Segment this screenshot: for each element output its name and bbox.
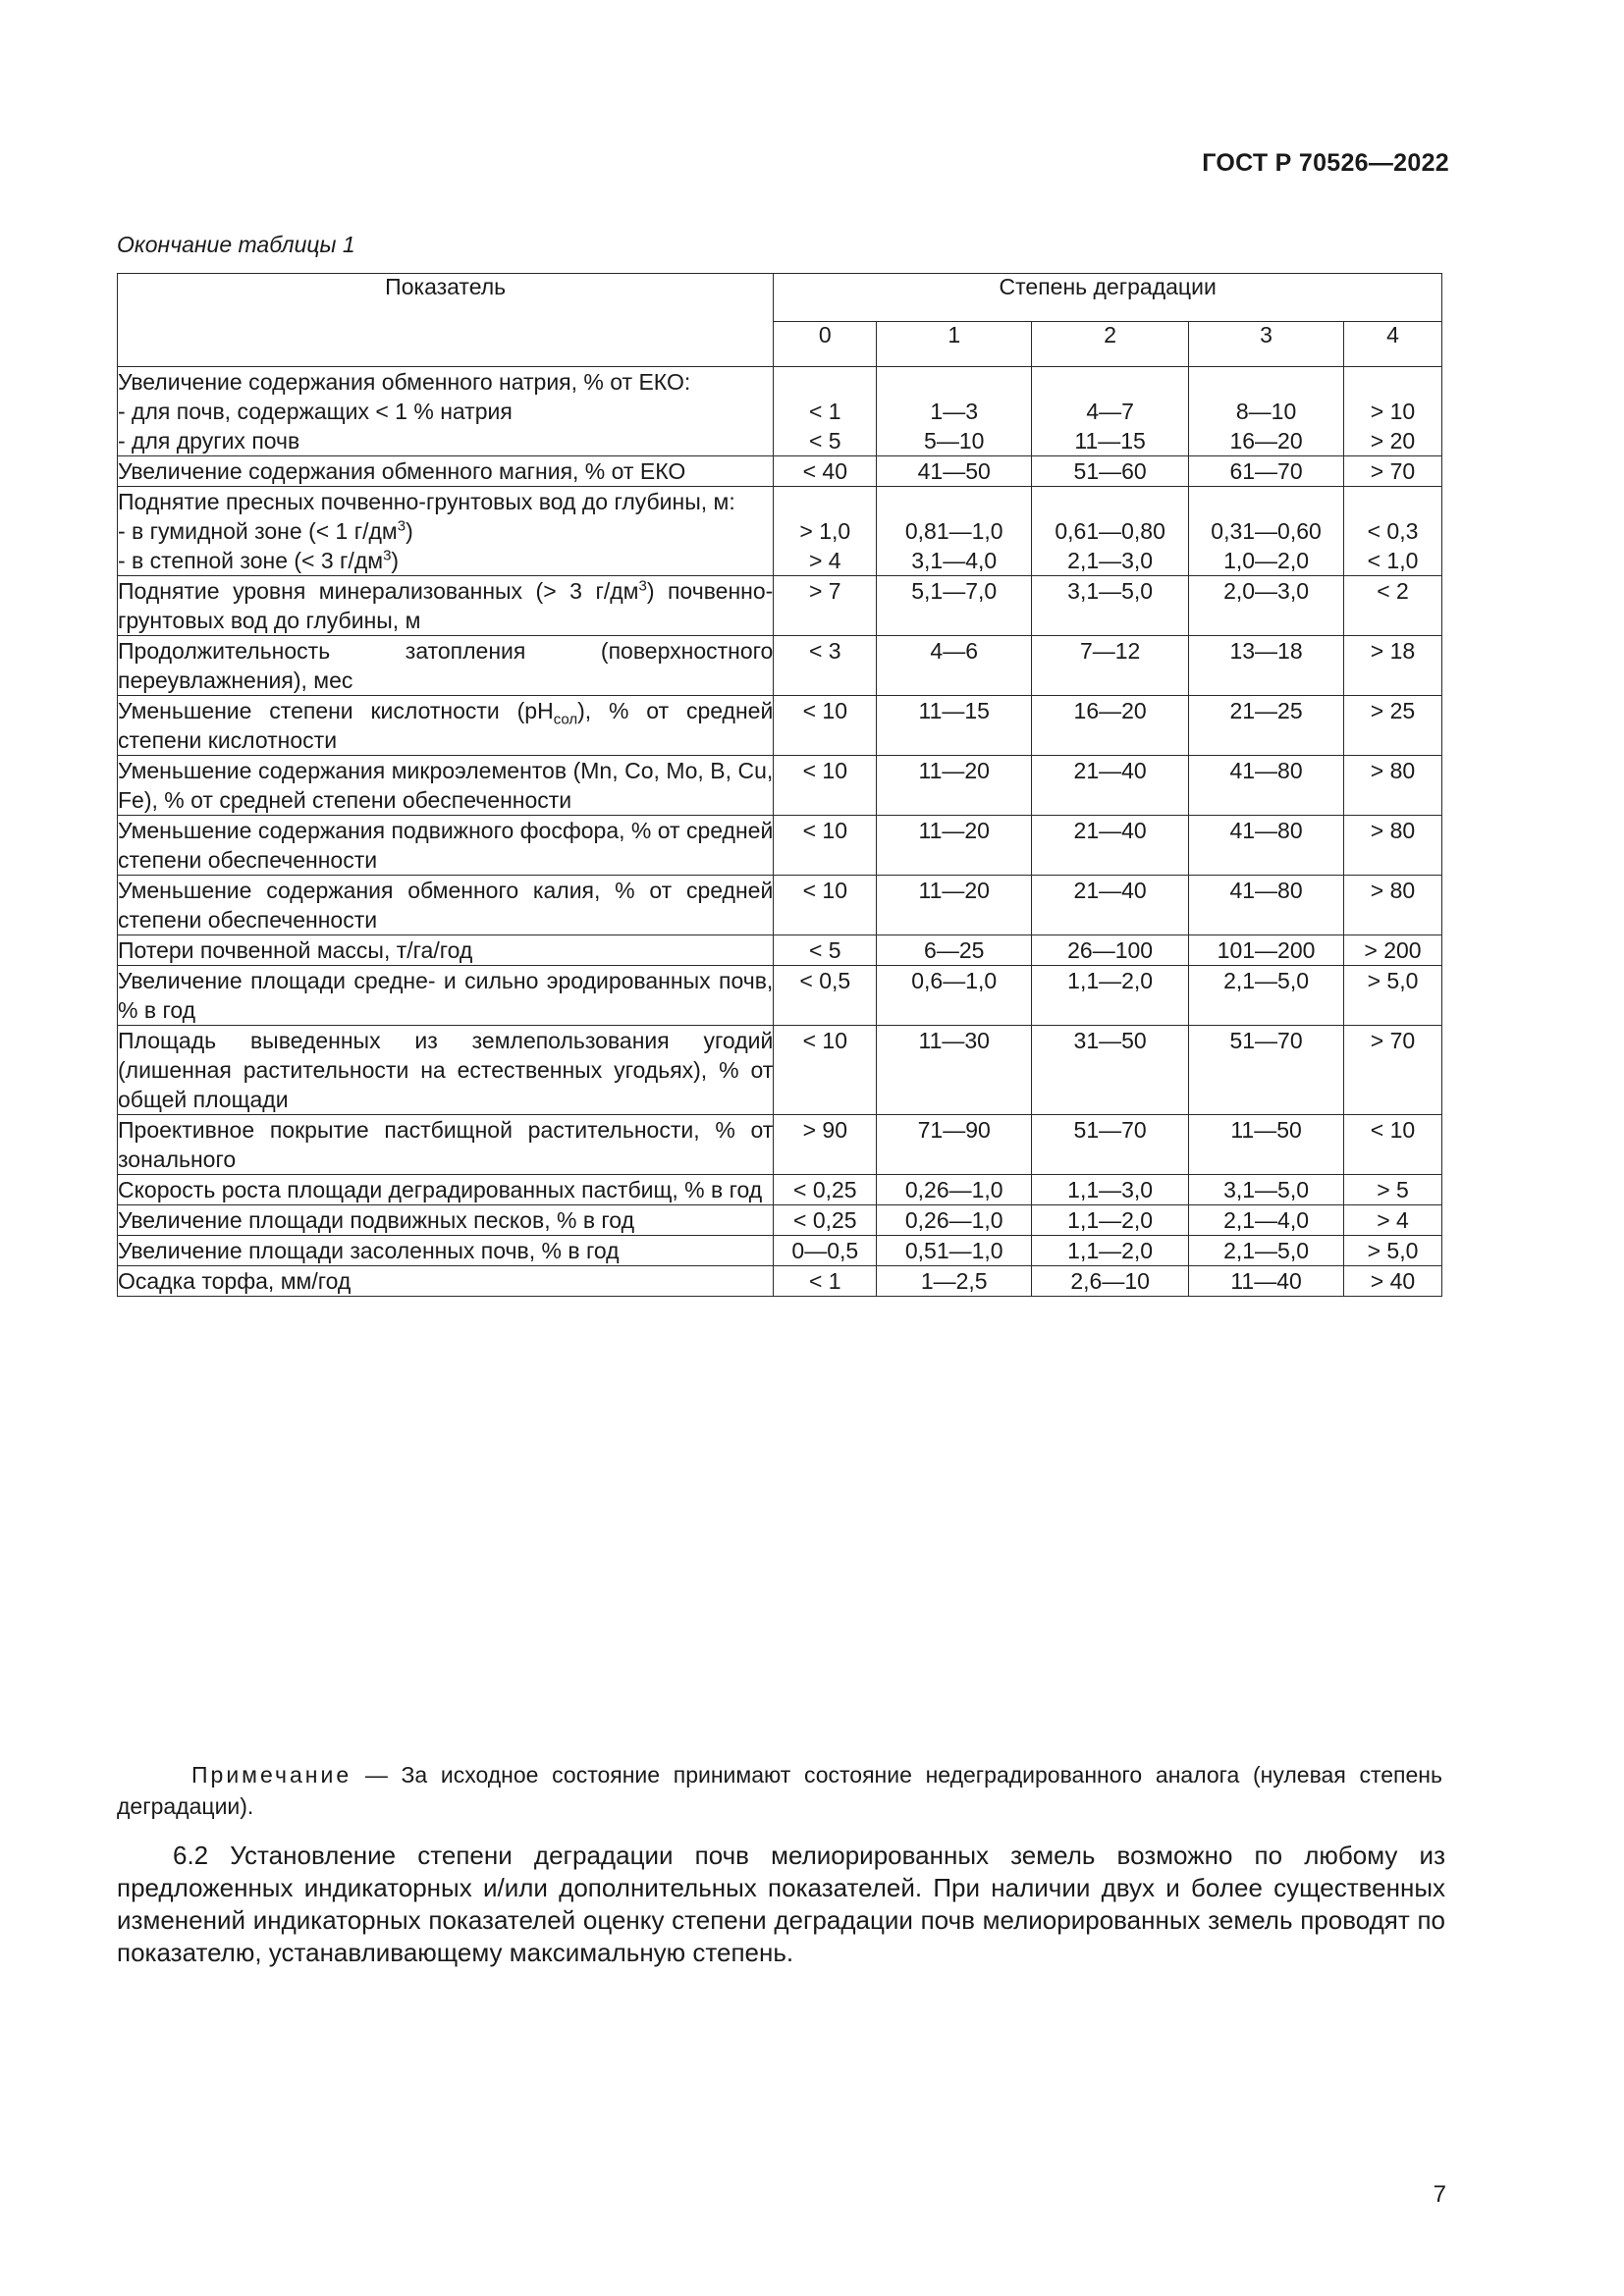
value-text: > 70 (1370, 1028, 1416, 1053)
indicator-cell (118, 1026, 774, 1115)
degree-2-cell (1032, 1236, 1189, 1266)
degree-4-cell (1344, 1236, 1442, 1266)
indicator-text: Увеличение площади подвижных песков, % в год (118, 1207, 635, 1233)
value-text (1344, 487, 1441, 516)
value-text: 21—40 (1073, 818, 1147, 843)
value-text: 4—7 (1086, 399, 1134, 424)
degree-1-cell (877, 935, 1032, 966)
degree-4-cell (1344, 1026, 1442, 1115)
degree-4-cell (1344, 636, 1442, 696)
degree-0-cell (774, 816, 877, 876)
value-text: < 5 (808, 937, 841, 963)
value-text: 5—10 (924, 428, 985, 454)
degree-3-cell (1189, 1026, 1344, 1115)
table-row (118, 696, 1442, 756)
degree-3-cell (1189, 367, 1344, 456)
degree-4-cell (1344, 816, 1442, 876)
degree-4-cell (1344, 876, 1442, 935)
value-text: 21—40 (1073, 758, 1147, 783)
table-row (118, 935, 1442, 966)
value-text: 101—200 (1217, 937, 1316, 963)
value-text: > 5 (1377, 1177, 1409, 1202)
degree-0-cell (774, 1266, 877, 1297)
value-text: > 200 (1364, 937, 1422, 963)
value-text: 1—2,5 (920, 1268, 988, 1294)
indicator-text: Площадь выведенных из землепользования угодий (лишенная растительности на естественных угодьях), % от общей площади (118, 1028, 774, 1112)
value-text: > 80 (1370, 878, 1416, 903)
note-text: — За исходное состояние принимают состояние недеградированного аналога (нулевая степень деградации). (117, 1762, 1442, 1819)
value-text: 11—20 (918, 818, 990, 843)
value-text: 61—70 (1229, 458, 1303, 484)
value-text: 0,6—1,0 (911, 968, 998, 993)
table-row (118, 576, 1442, 636)
degree-0-cell (774, 636, 877, 696)
indicator-cell (118, 816, 774, 876)
value-text: 1—3 (930, 399, 979, 424)
value-text: > 80 (1370, 758, 1416, 783)
value-text: < 0,5 (799, 968, 851, 993)
degree-3-cell (1189, 1236, 1344, 1266)
value-text: < 0,3 (1367, 518, 1419, 544)
degree-4-cell (1344, 756, 1442, 816)
value-text: 26—100 (1067, 937, 1154, 963)
degree-3-cell (1189, 935, 1344, 966)
indicator-cell (118, 456, 774, 487)
value-text: 0,26—1,0 (904, 1207, 1003, 1233)
indicator-text: Осадка торфа, мм/год (118, 1268, 352, 1294)
indicator-cell (118, 1205, 774, 1236)
degree-4-cell (1344, 487, 1442, 576)
value-text: 2,0—3,0 (1223, 578, 1310, 604)
degree-0-cell (774, 756, 877, 816)
degree-3-cell (1189, 1175, 1344, 1205)
value-text: 51—60 (1073, 458, 1147, 484)
degree-0-header: 0 (774, 322, 877, 367)
value-text: > 90 (802, 1117, 847, 1143)
indicator-text: Уменьшение содержания обменного калия, % от средней степени обеспеченности (118, 878, 774, 933)
degree-2-cell (1032, 935, 1189, 966)
value-text (1189, 367, 1343, 397)
value-text: < 10 (802, 698, 847, 723)
indicator-text: Проективное покрытие пастбищной растительности, % от зонального (118, 1117, 774, 1172)
value-text: > 20 (1370, 428, 1416, 454)
value-text: 0,61—0,80 (1055, 518, 1165, 544)
value-text (1032, 367, 1188, 397)
degree-3-cell (1189, 696, 1344, 756)
degree-1-cell (877, 1266, 1032, 1297)
table-row (118, 487, 1442, 576)
degree-2-cell (1032, 1115, 1189, 1175)
table-row (118, 1236, 1442, 1266)
value-text: > 40 (1370, 1268, 1416, 1294)
value-text: 1,0—2,0 (1223, 548, 1310, 573)
degree-4-cell (1344, 456, 1442, 487)
value-text: 11—50 (1230, 1117, 1302, 1143)
value-text: 41—50 (917, 458, 991, 484)
value-text: 11—15 (1074, 428, 1146, 454)
indicator-text: Скорость роста площади деградированных пастбищ, % в год (118, 1177, 763, 1202)
indicator-text: Уменьшение содержания микроэлементов (Mn, Co, Mo, B, Cu, Fe), % от средней степени обеспеченности (118, 758, 774, 813)
table-row (118, 1205, 1442, 1236)
degree-1-cell (877, 1175, 1032, 1205)
degree-3-cell (1189, 456, 1344, 487)
degree-3-header: 3 (1189, 322, 1344, 367)
degree-2-cell (1032, 636, 1189, 696)
degree-3-cell (1189, 1205, 1344, 1236)
degree-1-header: 1 (877, 322, 1032, 367)
degree-4-cell (1344, 1175, 1442, 1205)
degree-2-cell (1032, 367, 1189, 456)
degree-3-cell (1189, 576, 1344, 636)
degree-0-cell (774, 876, 877, 935)
degree-1-cell (877, 696, 1032, 756)
degree-3-cell (1189, 1115, 1344, 1175)
value-text: 31—50 (1073, 1028, 1147, 1053)
value-text: < 5 (808, 428, 841, 454)
degree-2-cell (1032, 1266, 1189, 1297)
degree-2-cell (1032, 456, 1189, 487)
value-text: 0—0,5 (791, 1238, 859, 1263)
value-text: 41—80 (1229, 758, 1303, 783)
value-text: < 0,25 (793, 1207, 857, 1233)
value-text: > 1,0 (799, 518, 851, 544)
table-row (118, 456, 1442, 487)
degree-4-header: 4 (1344, 322, 1442, 367)
value-text: > 5,0 (1367, 1238, 1419, 1263)
value-text: 11—30 (918, 1028, 990, 1053)
degree-0-cell (774, 696, 877, 756)
indicator-text: Поднятие пресных почвенно-грунтовых вод до глубины, м: (118, 489, 735, 514)
degree-2-cell (1032, 876, 1189, 935)
value-text: 41—80 (1229, 818, 1303, 843)
note-label: Примечание (191, 1762, 352, 1788)
value-text (877, 487, 1031, 516)
degree-3-cell (1189, 876, 1344, 935)
table-row (118, 1026, 1442, 1115)
value-text: > 4 (808, 548, 841, 573)
degree-4-cell (1344, 1266, 1442, 1297)
indicator-cell (118, 636, 774, 696)
degree-2-cell (1032, 756, 1189, 816)
degree-2-cell (1032, 696, 1189, 756)
value-text: 11—40 (1230, 1268, 1302, 1294)
degree-0-cell (774, 456, 877, 487)
value-text: 16—20 (1073, 698, 1147, 723)
degree-4-cell (1344, 576, 1442, 636)
table-row (118, 636, 1442, 696)
indicator-header: Показатель (118, 274, 774, 367)
table-caption: Окончание таблицы 1 (117, 232, 355, 257)
value-text: 2,6—10 (1070, 1268, 1150, 1294)
indicator-cell (118, 1175, 774, 1205)
indicator-cell (118, 487, 774, 576)
degree-1-cell (877, 756, 1032, 816)
indicator-cell (118, 1115, 774, 1175)
degree-0-cell (774, 487, 877, 576)
value-text: 0,81—1,0 (904, 518, 1003, 544)
value-text: 3,1—5,0 (1223, 1177, 1310, 1202)
value-text: < 10 (1370, 1117, 1416, 1143)
degree-1-cell (877, 966, 1032, 1026)
value-text: 21—25 (1229, 698, 1303, 723)
degree-2-cell (1032, 487, 1189, 576)
indicator-cell (118, 876, 774, 935)
value-text: 11—20 (918, 878, 990, 903)
degree-3-cell (1189, 487, 1344, 576)
table-row (118, 1115, 1442, 1175)
degree-1-cell (877, 487, 1032, 576)
indicator-cell (118, 576, 774, 636)
indicator-cell (118, 1236, 774, 1266)
degree-1-cell (877, 636, 1032, 696)
value-text: < 1 (808, 1268, 841, 1294)
value-text: 51—70 (1229, 1028, 1303, 1053)
degree-0-cell (774, 1205, 877, 1236)
degree-4-cell (1344, 367, 1442, 456)
degree-2-cell (1032, 1205, 1189, 1236)
value-text: 0,51—1,0 (904, 1238, 1003, 1263)
value-text: 0,31—0,60 (1211, 518, 1322, 544)
indicator-text: - в степной зоне (< 3 $г/дм^3$) (118, 547, 400, 573)
degree-1-cell (877, 456, 1032, 487)
degree-2-header: 2 (1032, 322, 1189, 367)
value-text: < 1 (808, 399, 841, 424)
indicator-text: Потери почвенной массы, т/га/год (118, 937, 473, 963)
value-text: 2,1—5,0 (1223, 968, 1310, 993)
value-text: < 2 (1377, 578, 1409, 604)
table-row (118, 1266, 1442, 1297)
value-text: 71—90 (917, 1117, 991, 1143)
value-text (774, 367, 876, 397)
value-text: < 40 (802, 458, 847, 484)
degree-3-cell (1189, 636, 1344, 696)
value-text: 1,1—2,0 (1067, 968, 1154, 993)
degree-1-cell (877, 576, 1032, 636)
value-text (1189, 487, 1343, 516)
value-text: < 10 (802, 878, 847, 903)
degree-2-cell (1032, 1026, 1189, 1115)
degree-2-cell (1032, 576, 1189, 636)
degree-4-cell (1344, 935, 1442, 966)
degree-2-cell (1032, 966, 1189, 1026)
table-row (118, 816, 1442, 876)
degree-1-cell (877, 1026, 1032, 1115)
value-text: 41—80 (1229, 878, 1303, 903)
table-row (118, 1175, 1442, 1205)
indicator-cell (118, 935, 774, 966)
indicator-cell (118, 367, 774, 456)
degree-4-cell (1344, 696, 1442, 756)
indicator-text: Поднятие уровня минерализованных (> 3 $г/дм^3$) почвенно-грунтовых вод до глубины, м (118, 577, 774, 633)
indicator-cell (118, 1266, 774, 1297)
value-text: 11—20 (918, 758, 990, 783)
indicator-text: Увеличение содержания обменного натрия, % от ЕКО: (118, 369, 691, 395)
value-text: 7—12 (1079, 638, 1141, 664)
degree-0-cell (774, 966, 877, 1026)
table-row (118, 756, 1442, 816)
value-text: 5,1—7,0 (911, 578, 998, 604)
value-text: > 80 (1370, 818, 1416, 843)
value-text: 16—20 (1229, 428, 1303, 454)
degree-2-cell (1032, 816, 1189, 876)
value-text: 2,1—4,0 (1223, 1207, 1310, 1233)
degree-2-cell (1032, 1175, 1189, 1205)
page-number: 7 (1433, 2181, 1446, 2208)
value-text: 3,1—4,0 (911, 548, 998, 573)
degree-1-cell (877, 367, 1032, 456)
table-row (118, 966, 1442, 1026)
value-text: < 3 (808, 638, 841, 664)
degradation-table (117, 273, 1442, 1297)
value-text: > 18 (1370, 638, 1416, 664)
value-text: 3,1—5,0 (1067, 578, 1154, 604)
indicator-text: Увеличение площади средне- и сильно эродированных почв, % в год (118, 968, 774, 1023)
indicator-text: Увеличение содержания обменного магния, % от ЕКО (118, 458, 686, 484)
table-note (117, 1759, 1442, 1822)
value-text: 2,1—5,0 (1223, 1238, 1310, 1263)
value-text: 4—6 (930, 638, 979, 664)
value-text: > 10 (1370, 399, 1416, 424)
value-text: < 1,0 (1367, 548, 1419, 573)
degree-1-cell (877, 1205, 1032, 1236)
value-text: 1,1—3,0 (1067, 1177, 1154, 1202)
value-text: < 10 (802, 1028, 847, 1053)
degree-0-cell (774, 1175, 877, 1205)
degree-1-cell (877, 876, 1032, 935)
indicator-text: Уменьшение содержания подвижного фосфора, % от средней степени обеспеченности (118, 818, 774, 873)
indicator-text: Продолжительность затопления (поверхностного переувлажнения), мес (118, 638, 774, 693)
indicator-text: Уменьшение степени кислотности $(pH_{сол})$, % от средней степени кислотности (118, 698, 774, 753)
indicator-cell (118, 966, 774, 1026)
value-text (877, 367, 1031, 397)
degree-3-cell (1189, 816, 1344, 876)
degree-0-cell (774, 576, 877, 636)
indicator-text: - для почв, содержащих < 1 % натрия (118, 399, 513, 424)
indicator-cell (118, 696, 774, 756)
value-text (1032, 487, 1188, 516)
degree-0-cell (774, 935, 877, 966)
degree-3-cell (1189, 966, 1344, 1026)
degree-4-cell (1344, 1205, 1442, 1236)
value-text: 2,1—3,0 (1067, 548, 1154, 573)
value-text: 11—15 (918, 698, 990, 723)
value-text: 8—10 (1235, 399, 1297, 424)
document-code: ГОСТ Р 70526—2022 (1202, 149, 1449, 177)
section-paragraph-6-2: 6.2 Установление степени деградации почв мелиорированных земель возможно по любому из предложенных индикаторных и/или дополнительных показателей. При наличии двух и более существенных изменений индикаторных показателей оценку степени деградации почв мелиорированных земель проводят по показателю, устанавливающему максимальную степень. (117, 1841, 1445, 1967)
indicator-text: - в гумидной зоне (< 1 $г/дм^3$) (118, 517, 413, 544)
value-text: 1,1—2,0 (1067, 1207, 1154, 1233)
degree-1-cell (877, 1236, 1032, 1266)
degree-0-cell (774, 1115, 877, 1175)
degree-0-cell (774, 1236, 877, 1266)
degree-1-cell (877, 816, 1032, 876)
degree-4-cell (1344, 1115, 1442, 1175)
value-text: > 25 (1370, 698, 1416, 723)
value-text (1344, 367, 1441, 397)
value-text: > 7 (808, 578, 841, 604)
degree-0-cell (774, 367, 877, 456)
value-text: > 70 (1370, 458, 1416, 484)
value-text: < 10 (802, 758, 847, 783)
value-text: < 10 (802, 818, 847, 843)
value-text: > 5,0 (1367, 968, 1419, 993)
value-text: < 0,25 (793, 1177, 857, 1202)
value-text: 0,26—1,0 (904, 1177, 1003, 1202)
value-text: 6—25 (924, 937, 985, 963)
value-text: 51—70 (1073, 1117, 1147, 1143)
degree-4-cell (1344, 966, 1442, 1026)
indicator-text: Увеличение площади засоленных почв, % в год (118, 1238, 620, 1263)
value-text (774, 487, 876, 516)
degree-3-cell (1189, 1266, 1344, 1297)
table-row (118, 876, 1442, 935)
value-text: > 4 (1377, 1207, 1409, 1233)
value-text: 21—40 (1073, 878, 1147, 903)
degree-3-cell (1189, 756, 1344, 816)
table-row (118, 367, 1442, 456)
value-text: 13—18 (1229, 638, 1303, 664)
indicator-text: - для других почв (118, 428, 300, 454)
degree-0-cell (774, 1026, 877, 1115)
indicator-cell (118, 756, 774, 816)
degree-1-cell (877, 1115, 1032, 1175)
degradation-degree-header: Степень деградации (774, 274, 1442, 322)
value-text: 1,1—2,0 (1067, 1238, 1154, 1263)
